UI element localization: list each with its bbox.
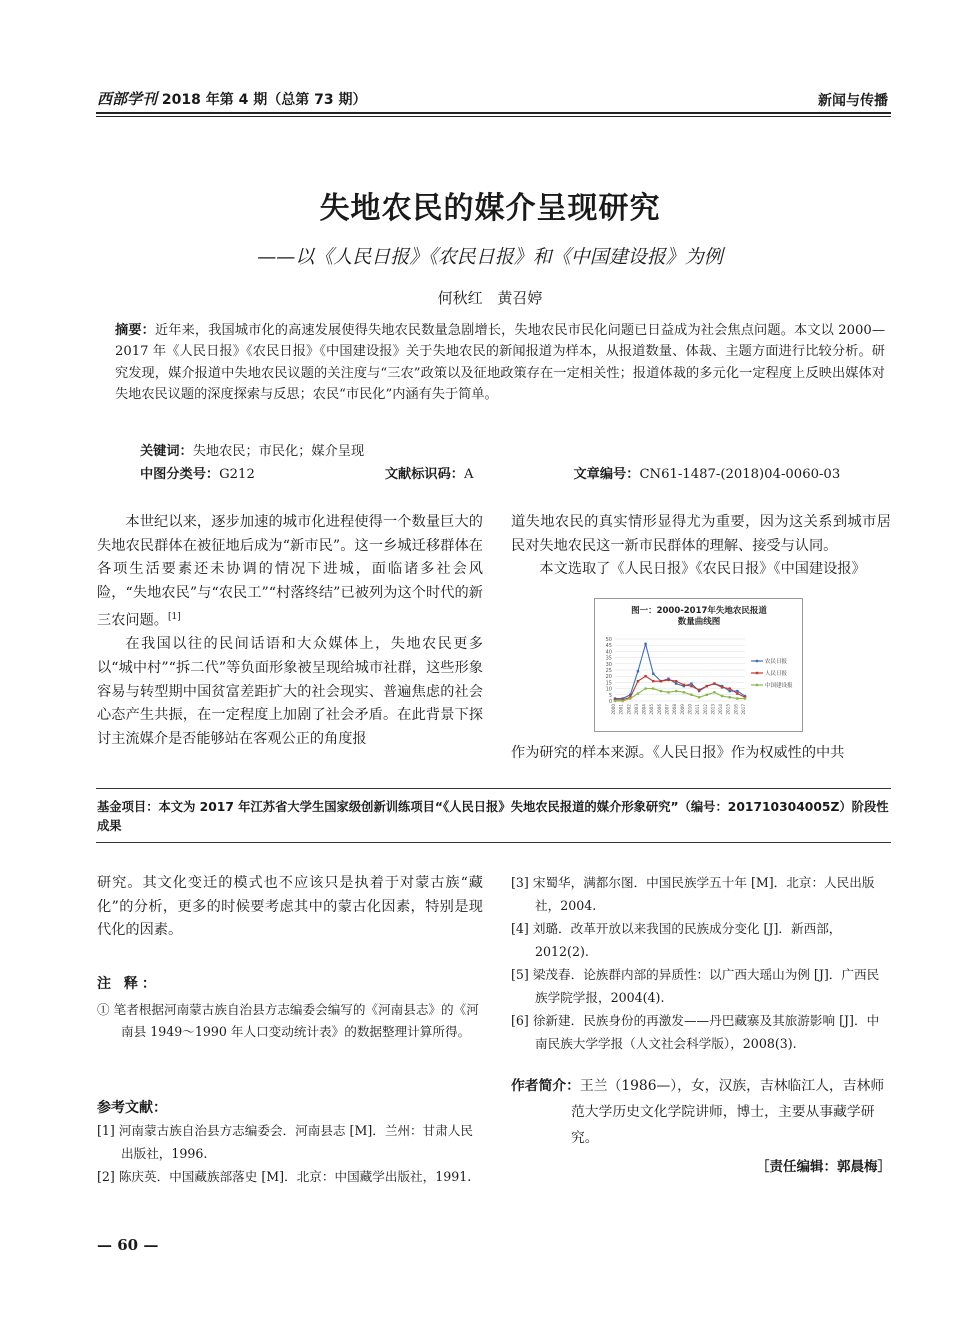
body-left-column — [97, 511, 483, 752]
legend-label: 人民日报 — [765, 671, 788, 677]
keywords — [140, 440, 364, 459]
y-tick-label: 35 — [605, 655, 612, 662]
y-tick-label: 15 — [605, 680, 612, 687]
note-item: ① 笔者根据河南蒙古族自治县方志编委会编写的《河南县志》的《河南县 1949～1990 年人口变动统计表》的数据整理计算所得。 — [97, 1002, 479, 1039]
series-point — [675, 680, 677, 682]
legend-marker — [756, 684, 758, 686]
x-tick-label: 2009 — [679, 704, 685, 715]
series-point — [706, 685, 708, 687]
journal-header — [97, 88, 366, 109]
reference-item: [2] 陈庆英．中国藏族部落史 [M]．北京：中国藏学出版社，1991. — [97, 1169, 472, 1184]
series-point — [736, 697, 738, 699]
citation-mark: [1] — [167, 611, 181, 622]
chart-title-line2: 数量曲线图 — [677, 617, 721, 627]
series-point — [644, 675, 646, 677]
chart-title-line1: 图一：2000-2017年失地农民报道 — [631, 606, 767, 616]
fund-note — [97, 798, 892, 836]
x-tick-label: 2002 — [626, 704, 632, 715]
series-point — [729, 696, 731, 698]
reference-item: [6] 徐新建．民族身份的再激发——丹巴藏寨及其旅游影响 [J]．中南民族大学学报（人文社会科学版），2008(3). — [511, 1013, 880, 1051]
series-point — [690, 685, 692, 687]
y-tick-label: 45 — [605, 643, 612, 650]
x-tick-label: 2007 — [664, 704, 670, 715]
series-point — [736, 692, 738, 694]
x-tick-label: 2003 — [633, 704, 639, 715]
article-authors: 何秋红 黄召婷 — [437, 289, 543, 307]
x-tick-label: 2014 — [718, 704, 724, 715]
reference-item: [4] 刘璐．改革开放以来我国的民族成分变化 [J]．新西部，2012(2). — [511, 921, 842, 959]
x-tick-label: 2005 — [649, 704, 655, 715]
fund-rule — [96, 788, 891, 789]
x-tick-label: 2017 — [741, 704, 746, 715]
body-paragraph: 本世纪以来，逐步加速的城市化进程使得一个数量巨大的失地农民群体在被征地后成为“新市民”。这一乡城迁移群体在各项生活要素还未协调的情况下进城，面临诸多社会风险，“失地农民”与“农民工”“村落终结”已被列为这个时代的新三农问题。[1] — [97, 514, 483, 629]
references-left — [97, 1120, 483, 1190]
series-point — [721, 686, 723, 688]
article-number-value: CN61-1487-(2018)04-0060-03 — [639, 467, 841, 482]
responsible-editor: ［责任编辑：郭晨梅］ — [756, 1159, 891, 1175]
notes-heading: 注 释： — [97, 976, 160, 992]
x-tick-label: 2008 — [672, 704, 678, 715]
legend-marker — [756, 672, 758, 674]
body-paragraph: 在我国以往的民间话语和大众媒体上，失地农民更多以“城中村”“拆二代”等负面形象被呈现给城市社群，这些形象容易与转型期中国贫富差距扩大的社会现实、普遍焦虑的社会心态产生共振，在一定程度上加剧了社会矛盾。在此背景下探讨主流媒介是否能够站在客观公正的角度报 — [97, 636, 483, 748]
fund-rule-bottom — [96, 842, 891, 843]
x-tick-label: 2013 — [710, 704, 716, 715]
abstract-text: 近年来，我国城市化的高速发展使得失地农民数量急剧增长，失地农民市民化问题已日益成为社会焦点问题。本文以 2000—2017 年《人民日报》《农民日报》《中国建设报》关于失地农民的新闻报道为样本，从报道数量、体裁、主题方面进行比较分析。研究发现，媒介报道中失地农民议题的关注度与“三农”政策以及征地政策存在一定相关性；报道体裁的多元化一定程度上反映出媒体对失地农民议题的深度探索与反思；农民“市民化”内涵有失于简单。 — [115, 323, 886, 402]
section-name: 新闻与传播 — [818, 93, 888, 109]
series-point — [644, 643, 646, 645]
body-right-column — [511, 511, 891, 582]
header-rule — [96, 112, 891, 114]
x-tick-label: 2016 — [733, 704, 739, 715]
article-subtitle: ——以《人民日报》《农民日报》和《中国建设报》为例 — [257, 246, 723, 268]
line-chart — [595, 599, 802, 731]
x-tick-label: 2015 — [725, 704, 731, 715]
series-point — [637, 670, 639, 672]
reference-item: [5] 梁茂春．论族群内部的异质性：以广西大瑶山为例 [J]．广西民族学院学报，2004(4). — [511, 967, 880, 1005]
references-heading: 参考文献： — [97, 1100, 167, 1116]
x-tick-label: 2010 — [687, 704, 693, 715]
article-title: 失地农民的媒介呈现研究 — [319, 191, 661, 226]
series-point — [644, 687, 646, 689]
series-point — [744, 697, 746, 699]
series-point — [698, 696, 700, 698]
abstract — [115, 320, 885, 405]
line-chart-figure — [594, 598, 803, 732]
series-point — [652, 687, 654, 689]
series-point — [698, 689, 700, 691]
series-point — [729, 690, 731, 692]
series-point — [721, 695, 723, 697]
y-tick-label: 5 — [608, 692, 612, 699]
body-right-column-bottom — [511, 742, 891, 766]
series-point — [736, 690, 738, 692]
y-tick-label: 25 — [605, 668, 612, 674]
series-point — [706, 694, 708, 696]
x-tick-label: 2000 — [611, 704, 616, 715]
x-tick-label: 2001 — [618, 704, 624, 715]
article-number-label: 文章编号： — [573, 467, 640, 482]
classification-row — [140, 463, 840, 482]
previous-article-text — [97, 872, 483, 943]
y-tick-label: 10 — [605, 686, 612, 693]
series-point — [652, 673, 654, 675]
series-point — [637, 680, 639, 682]
series-point — [652, 680, 654, 682]
series-point — [614, 700, 616, 702]
legend-label: 农民日报 — [765, 659, 788, 665]
clc-value: G212 — [219, 467, 255, 482]
x-tick-label: 2006 — [656, 704, 662, 715]
series-point — [637, 692, 639, 694]
y-tick-label: 50 — [605, 637, 612, 643]
body-paragraph: 作为研究的样本来源。《人民日报》作为权威性的中共 — [511, 745, 845, 761]
fund-label: 基金项目： — [97, 800, 159, 814]
series-point — [675, 690, 677, 692]
x-tick-label: 2011 — [695, 704, 701, 715]
author-bio — [511, 1073, 891, 1151]
header-rule-thin — [96, 116, 891, 117]
bio-label: 作者简介： — [511, 1078, 580, 1094]
body-paragraph: 道失地农民的真实情形显得尤为重要，因为这关系到城市居民对失地农民这一新市民群体的理解、接受与认同。 — [511, 514, 891, 554]
fund-text: 本文为 2017 年江苏省大学生国家级创新训练项目“《人民日报》失地农民报道的媒介形象研究”（编号：201710304005Z）阶段性成果 — [97, 800, 889, 833]
doc-value: A — [463, 467, 474, 482]
series-point — [621, 700, 623, 702]
x-tick-label: 2012 — [702, 704, 708, 715]
series-point — [675, 682, 677, 684]
series-point — [683, 684, 685, 686]
legend-label: 中国建设报 — [765, 683, 793, 689]
series-point — [729, 687, 731, 689]
series-point — [683, 691, 685, 693]
series-point — [667, 679, 669, 681]
series-point — [660, 680, 662, 682]
journal-masthead: 西部学刊 — [97, 90, 158, 108]
clc-label: 中图分类号： — [140, 467, 220, 482]
series-point — [660, 690, 662, 692]
series-point — [690, 682, 692, 684]
x-tick-label: 2004 — [641, 704, 647, 715]
series-point — [690, 694, 692, 696]
y-tick-label: 30 — [605, 661, 612, 668]
reference-item: [1] 河南蒙古族自治县方志编委会．河南县志 [M]．兰州：甘肃人民出版社，1996. — [97, 1123, 474, 1161]
y-tick-label: 20 — [605, 674, 612, 681]
references-right — [511, 872, 891, 1056]
series-point — [629, 697, 631, 699]
series-point — [713, 682, 715, 684]
keywords-label: 关键词： — [140, 444, 193, 459]
series-point — [713, 691, 715, 693]
y-tick-label: 0 — [608, 699, 612, 705]
series-line — [615, 644, 745, 699]
abstract-label: 摘要： — [115, 323, 155, 338]
page-number: — 60 — — [97, 1236, 159, 1254]
body-paragraph: 本文选取了《人民日报》《农民日报》《中国建设报》 — [539, 561, 866, 578]
series-point — [667, 691, 669, 693]
keywords-text: 失地农民；市民化；媒介呈现 — [192, 444, 365, 459]
bio-text: 王兰（1986—），女，汉族，吉林临江人，吉林师范大学历史文化学院讲师，博士，主要从事藏学研究。 — [571, 1078, 885, 1146]
y-tick-label: 40 — [605, 649, 612, 656]
reference-item: [3] 宋蜀华，满都尔图．中国民族学五十年 [M]．北京：人民出版社，2004. — [511, 875, 875, 913]
doc-label: 文献标识码： — [384, 467, 464, 482]
body-paragraph: 研究。其文化变迁的模式也不应该只是执着于对蒙古族“藏化”的分析，更多的时候要考虑其中的蒙古化因素，特别是现代化的因素。 — [97, 875, 483, 939]
journal-issue: 2018 年第 4 期（总第 73 期） — [161, 92, 367, 108]
legend-marker — [756, 660, 758, 662]
